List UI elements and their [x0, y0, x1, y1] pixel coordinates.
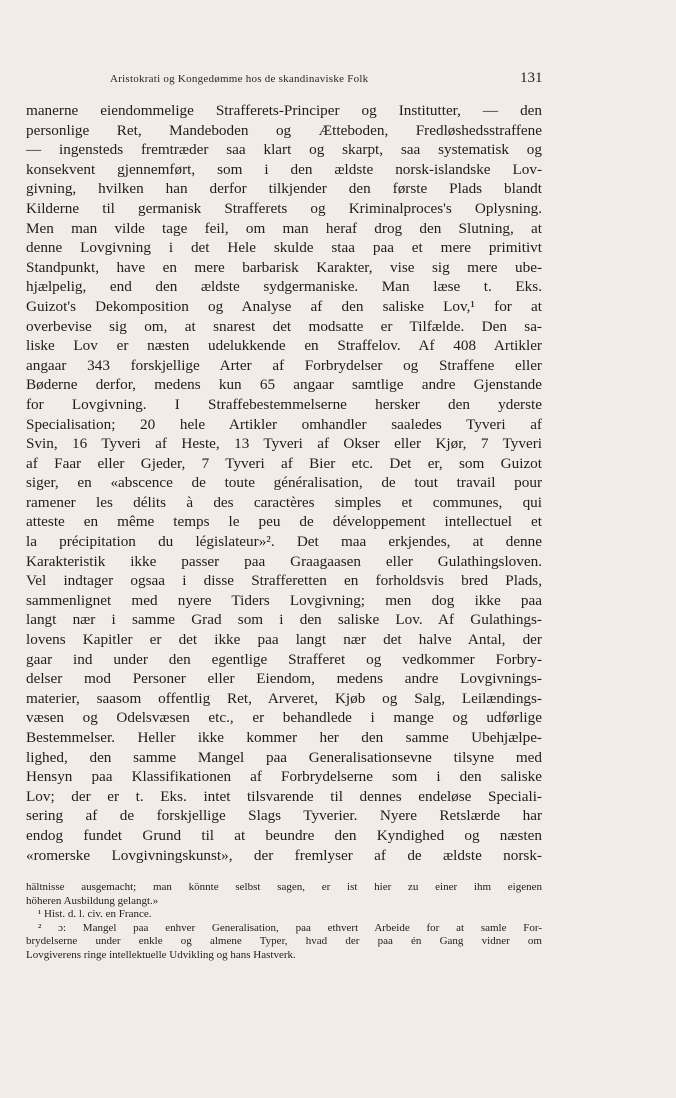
text-line: hjælpelig, end den ældste sydgermaniske. Man læse t. Eks.	[26, 278, 542, 296]
text-line: Bøderne derfor, medens kun 65 angaar samtlige andre Gjenstande	[26, 376, 542, 394]
text-line: gaar ind under den egentlige Strafferet og vedkommer Forbry-	[26, 650, 542, 668]
text-line: siger, en «abscence de toute généralisation, de tout travail pour	[26, 474, 542, 492]
text-line: — ingensteds fremtræder saa klart og skarpt, saa systematisk og	[26, 141, 542, 159]
running-header: Aristokrati og Kongedømme hos de skandinaviske Folk	[110, 73, 369, 85]
text-line: atteste en même temps le peu de développement intellectuel et	[26, 513, 542, 531]
page-number: 131	[520, 70, 543, 86]
footnote-2-line: Lovgiverens ringe intellektuelle Udvikling og hans Hastverk.	[26, 948, 296, 961]
text-line: langt nær i samme Grad som i den saliske Lov. Af Gulathings-	[26, 611, 542, 629]
footnote-2-line: brydelserne under enkle og almene Typer, hvad der paa én Gang vidner om	[26, 935, 542, 947]
text-line: konsekvent gjennemført, som i den ældste norsk-islandske Lov-	[26, 160, 542, 178]
text-line: Vel indtager ogsaa i disse Strafferetten en forholdsvis bred Plads,	[26, 572, 542, 590]
footnote-continuation-line: hältnisse ausgemacht; man könnte selbst sagen, er ist hier zu einer ihm eigenen	[26, 881, 542, 893]
text-line: Guizot's Dekomposition og Analyse af den saliske Lov,¹ for at	[26, 297, 542, 315]
text-line: væsen og Odelsvæsen etc., er behandlede i mange og udførlige	[26, 709, 542, 727]
text-line: liske Lov er næsten udelukkende en Straffelov. Af 408 Artikler	[26, 337, 542, 355]
footnote-2-line: ² ɔ: Mangel paa enhver Generalisation, paa ethvert Arbeide for at samle For-	[38, 921, 542, 934]
text-line: Bestemmelser. Heller ikke kommer her den samme Ubehjælpe-	[26, 729, 542, 746]
text-line: manerne eiendommelige Strafferets-Principer og Institutter, — den	[26, 102, 542, 119]
text-line: sering af de forskjellige Slags Tyverier. Nyere Retslærde har	[26, 807, 542, 825]
text-line: Standpunkt, have en mere barbarisk Karakter, vise sig mere ube-	[26, 258, 542, 276]
text-line: lighed, den samme Mangel paa Generalisationsevne tilsyne med	[26, 748, 542, 766]
text-line: af Faar eller Gjeder, 7 Tyveri af Bier etc. Det er, som Guizot	[26, 454, 542, 472]
text-line: la précipitation du législateur»². Det maa erkjendes, at denne	[26, 533, 542, 551]
text-line: «romerske Lovgivningskunst», der fremlyser af de ældste norsk-	[26, 846, 542, 864]
text-line: Svin, 16 Tyveri af Heste, 13 Tyveri af Okser eller Kjør, 7 Tyveri	[26, 435, 542, 453]
text-line: givning, hvilken han derfor tilkjender den første Plads blandt	[26, 180, 542, 198]
text-line: Hensyn paa Klassifikationen af Forbrydelserne som i den saliske	[26, 768, 542, 786]
text-line: overbevise sig om, at snarest det modsatte er Tilfælde. Den sa-	[26, 317, 542, 335]
footnote-1: ¹ Hist. d. l. civ. en France.	[38, 908, 152, 920]
text-line: denne Lovgivning i det Hele skulde staa paa et mere primitivt	[26, 239, 542, 257]
text-line: lovens Kapitler er det ikke paa langt nær det halve Antal, der	[26, 631, 542, 649]
text-line: Karakteristik ikke passer paa Graagaasen eller Gulathingsloven.	[26, 552, 542, 570]
text-line: Specialisation; 20 hele Artikler omhandler saaledes Tyveri af	[26, 415, 542, 433]
text-line: angaar 343 forskjellige Arter af Forbrydelser og Straffene eller	[26, 356, 542, 374]
text-line: personlige Ret, Mandeboden og Ætteboden, Fredløshedsstraffene	[26, 121, 542, 139]
main-text-block	[26, 101, 542, 865]
text-line: ramener les délits à des caractères simples et communes, qui	[26, 493, 542, 511]
footnote-continuation-line: höheren Ausbildung gelangt.»	[26, 894, 159, 907]
text-line: delser mod Personer eller Eiendom, medens andre Lovgivnings-	[26, 670, 542, 688]
text-line: materier, saasom offentlig Ret, Arveret, Kjøb og Salg, Leilændings-	[26, 689, 542, 707]
text-line: Men man vilde tage feil, om man heraf drog den Slutning, at	[26, 219, 542, 237]
text-line: endog fundet Grund til at beundre den Kyndighed og næsten	[26, 826, 542, 844]
text-line: sammenlignet med nyere Tiders Lovgivning; men dog ikke paa	[26, 591, 542, 609]
text-line: for Lovgivning. I Straffebestemmelserne hersker den yderste	[26, 395, 542, 413]
text-line: Kilderne til germanisk Strafferets og Kriminalproces's Oplysning.	[26, 199, 542, 217]
footnotes-block	[26, 881, 542, 962]
text-line: Lov; der er t. Eks. intet tilsvarende til dennes endeløse Speciali-	[26, 787, 542, 805]
